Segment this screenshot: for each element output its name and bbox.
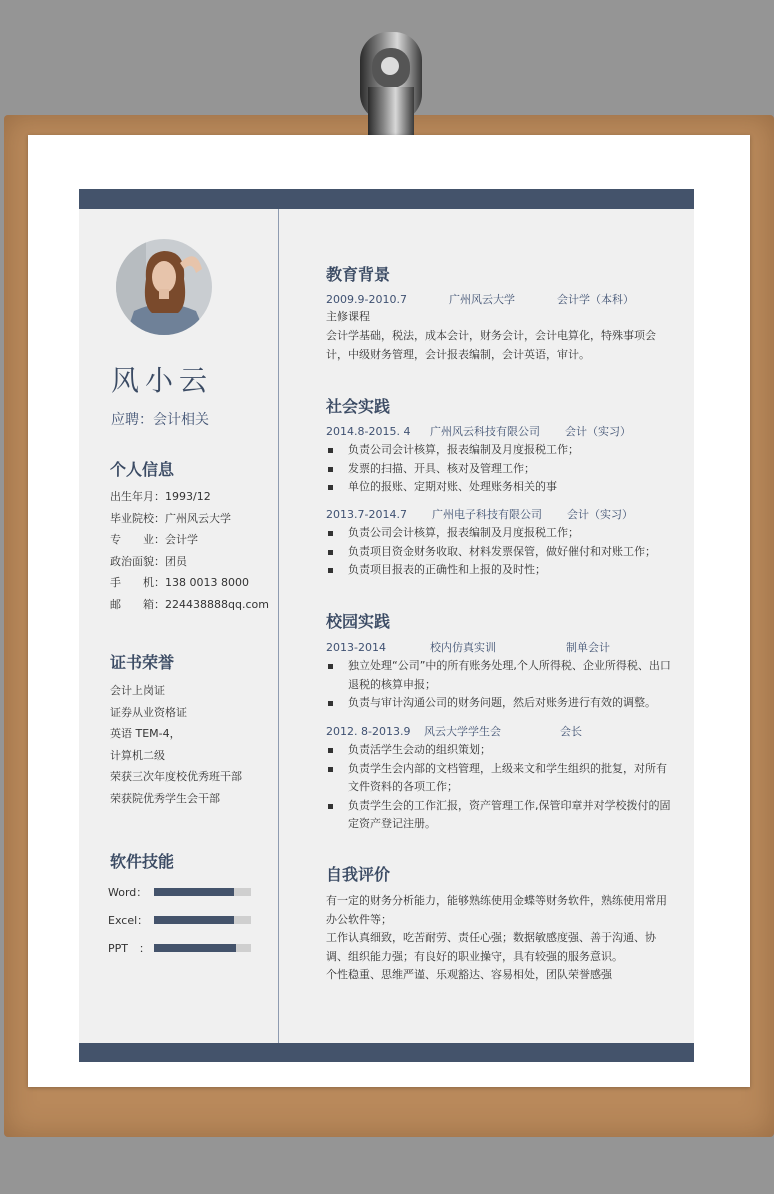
entry-org: 广州电子科技有限公司 xyxy=(432,508,542,521)
list-item: 负责公司会计核算，报表编制及月度报税工作； xyxy=(326,441,671,460)
cert-item: 英语 TEM-4， xyxy=(110,727,181,740)
personal-info-heading: 个人信息 xyxy=(110,460,175,479)
info-birth: 出生年月：1993/12 xyxy=(110,490,211,503)
campus-entry-bullets xyxy=(326,741,671,834)
social-practice-heading: 社会实践 xyxy=(326,397,391,416)
skill-label: Excel： xyxy=(108,914,149,927)
job-target: 应聘：会计相关 xyxy=(111,412,209,428)
skill-label: PPT ： xyxy=(108,942,150,955)
skill-track xyxy=(154,916,251,924)
entry-role: 会计（实习） xyxy=(565,425,631,438)
self-evaluation-text xyxy=(326,892,671,985)
list-item: 负责活学生会动的组织策划； xyxy=(326,741,671,760)
campus-practice-heading: 校园实践 xyxy=(326,612,391,631)
entry-role: 会长 xyxy=(560,725,582,738)
entry-org: 校内仿真实训 xyxy=(430,641,496,654)
entry-period: 2012. 8-2013.9 xyxy=(326,725,411,738)
info-political: 政治面貌：团员 xyxy=(110,554,187,568)
entry-period: 2013.7-2014.7 xyxy=(326,508,407,521)
course-text: 会计学基础，税法，成本会计，财务会计，会计电算化，特殊事项会计，中级财务管理，会计报表编制，会计英语，审计。 xyxy=(326,329,656,361)
social-entry-bullets xyxy=(326,441,671,497)
list-item: 负责与审计沟通公司的财务问题，然后对账务进行有效的调整。 xyxy=(326,694,671,713)
social-entry-bullets xyxy=(326,524,671,580)
skill-ppt xyxy=(108,942,258,956)
eval-paragraph: 个性稳重、思维严谨、乐观豁达、容易相处，团队荣誉感强 xyxy=(326,968,612,981)
certificates-heading: 证书荣誉 xyxy=(110,653,175,672)
cert-item: 荣获院优秀学生会干部 xyxy=(110,791,220,805)
cert-item: 会计上岗证 xyxy=(110,684,165,697)
skill-level-bar xyxy=(154,944,236,952)
list-item: 发票的扫描、开具、核对及管理工作； xyxy=(326,460,671,479)
entry-org: 广州风云科技有限公司 xyxy=(430,425,540,438)
cert-item: 荣获三次年度校优秀班干部 xyxy=(110,770,242,783)
list-item: 负责学生会内部的文档管理，上级来文和学生组织的批复，对所有文件资料的各项工作； xyxy=(326,760,671,797)
cert-item: 计算机二级 xyxy=(110,748,165,762)
course-label: 主修课程 xyxy=(326,310,370,323)
info-major: 专 业：会计学 xyxy=(110,533,198,546)
list-item: 单位的报账、定期对账、处理账务相关的事 xyxy=(326,478,671,497)
cert-item: 证券从业资格证 xyxy=(110,705,187,719)
personal-info-list xyxy=(110,486,275,615)
entry-role: 会计（实习） xyxy=(567,508,633,521)
entry-period: 2013-2014 xyxy=(326,641,386,654)
certificates-list xyxy=(110,680,275,809)
skill-level-bar xyxy=(154,888,234,896)
skills-heading: 软件技能 xyxy=(110,852,175,871)
skill-level-bar xyxy=(154,916,234,924)
education-school: 广州风云大学 xyxy=(449,293,515,306)
education-heading: 教育背景 xyxy=(326,265,391,284)
list-item: 负责学生会的工作汇报，资产管理工作,保管印章并对学校拨付的固定资产登记注册。 xyxy=(326,797,671,834)
entry-role: 制单会计 xyxy=(566,641,610,654)
left-column xyxy=(79,209,278,1043)
avatar xyxy=(116,239,212,335)
list-item: 负责项目资金财务收取、材料发票保管，做好催付和对账工作； xyxy=(326,543,671,562)
candidate-name: 风小云 xyxy=(111,364,214,397)
campus-entry-bullets xyxy=(326,657,671,713)
skill-track xyxy=(154,944,251,952)
info-school: 毕业院校：广州风云大学 xyxy=(110,511,231,525)
list-item: 负责项目报表的正确性和上报的及时性； xyxy=(326,561,671,580)
skill-track xyxy=(154,888,251,896)
skill-word xyxy=(108,886,258,900)
entry-period: 2014.8-2015. 4 xyxy=(326,425,411,438)
top-accent-bar xyxy=(79,189,694,209)
bottom-accent-bar xyxy=(79,1043,694,1062)
entry-org: 风云大学学生会 xyxy=(424,725,501,738)
info-email: 邮 箱：224438888qq.com xyxy=(110,597,269,611)
list-item: 负责公司会计核算，报表编制及月度报税工作； xyxy=(326,524,671,543)
education-major: 会计学（本科） xyxy=(557,293,634,306)
skill-excel xyxy=(108,914,258,928)
skill-label: Word： xyxy=(108,886,148,899)
eval-paragraph: 有一定的财务分析能力，能够熟练使用金蝶等财务软件，熟练使用常用办公软件等； xyxy=(326,894,667,926)
eval-paragraph: 工作认真细致，吃苦耐劳、责任心强；数据敏感度强、善于沟通、协调、组织能力强；有良好的职业操守，具有较强的服务意识。 xyxy=(326,931,656,963)
list-item: 独立处理“公司”中的所有账务处理,个人所得税、企业所得税、出口退税的核算申报； xyxy=(326,657,671,694)
self-evaluation-heading: 自我评价 xyxy=(326,865,391,884)
resume xyxy=(79,209,694,1043)
right-column xyxy=(279,209,694,1043)
info-phone: 手 机：138 0013 8000 xyxy=(110,576,249,589)
education-period: 2009.9-2010.7 xyxy=(326,293,407,306)
